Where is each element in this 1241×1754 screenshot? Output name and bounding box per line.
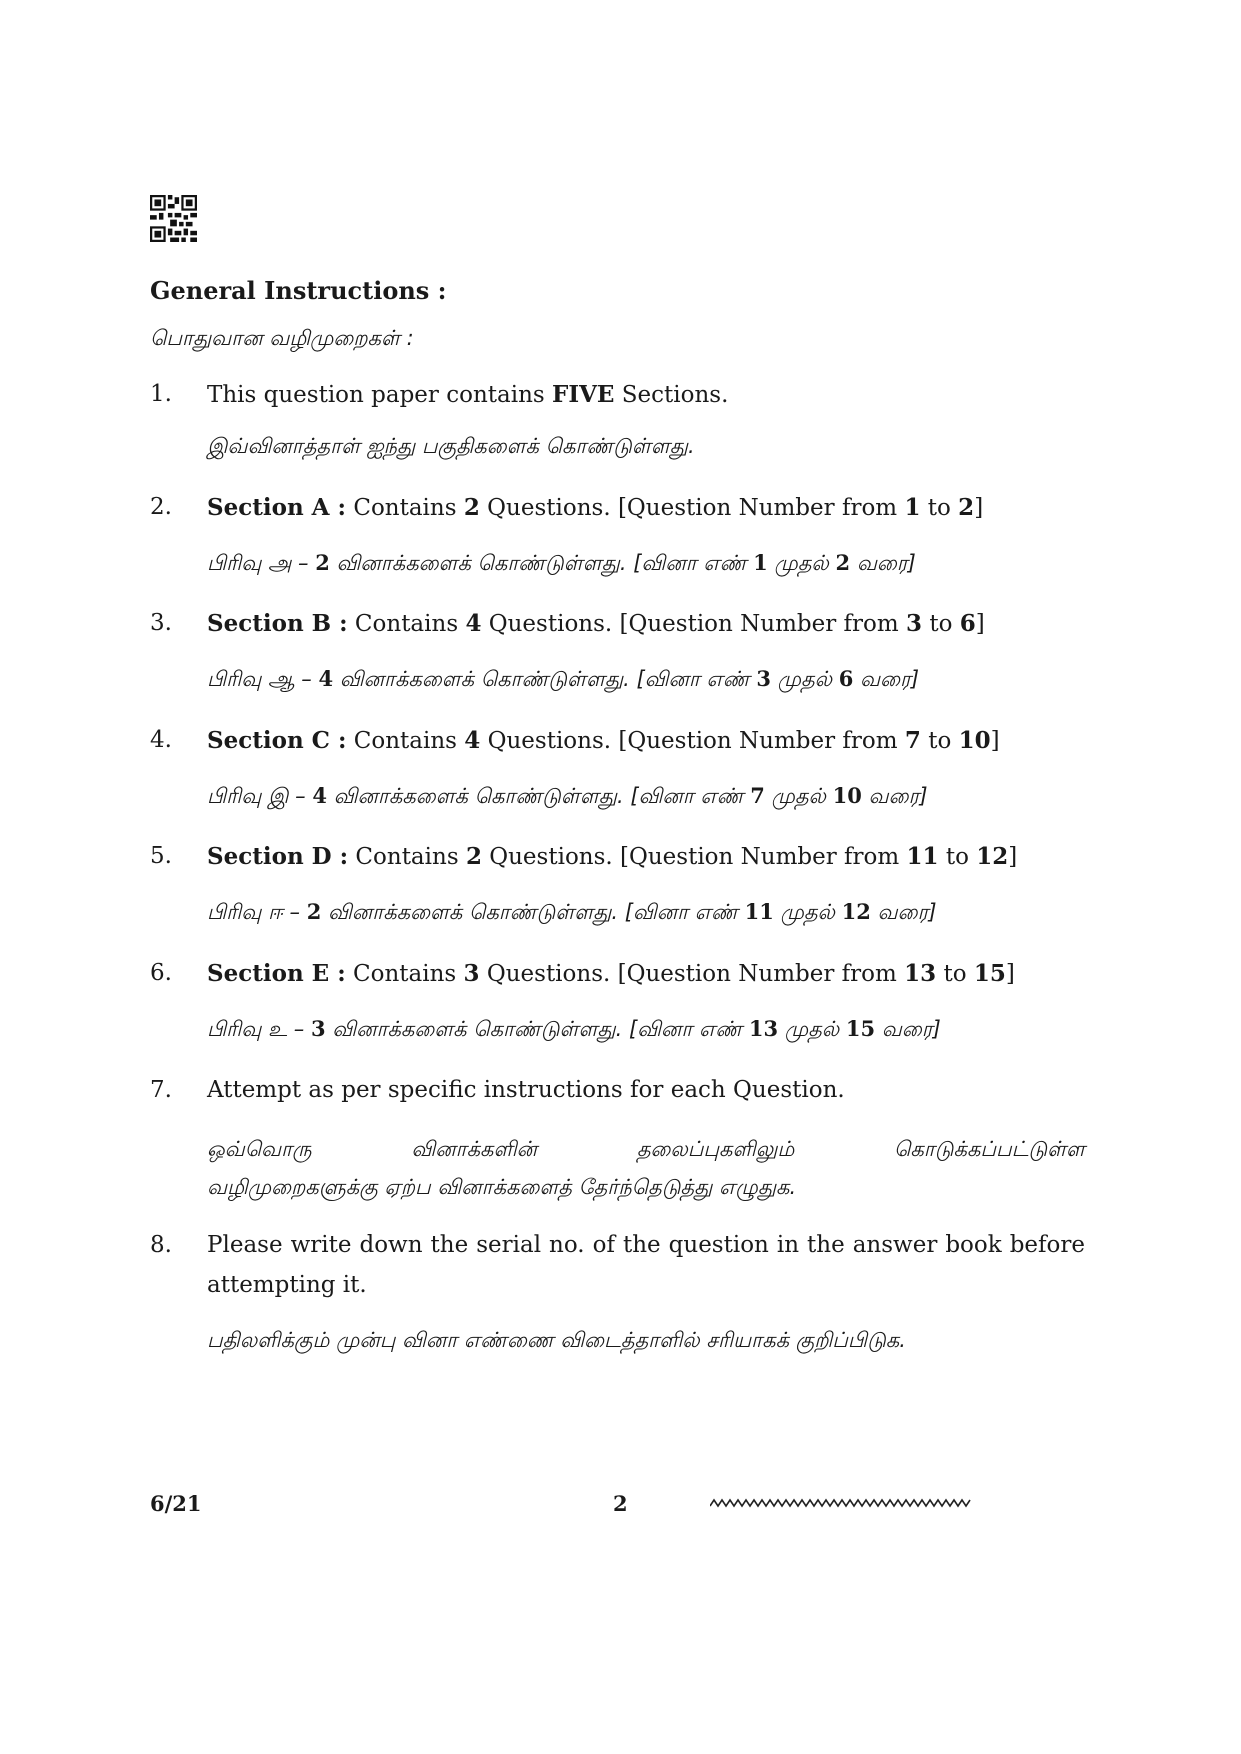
item-number: 3.: [150, 610, 172, 636]
item-number: 1.: [150, 381, 172, 407]
instruction-text: Section A : Contains 2 Questions. [Question Number from 1 to 2]: [207, 494, 984, 521]
instruction-text: Section C : Contains 4 Questions. [Question Number from 7 to 10]: [207, 727, 1000, 754]
instruction-text-tamil: பிரிவு இ – 4 வினாக்களைக் கொண்டுள்ளது. [வினா எண் 7 முதல் 10 வரை]: [207, 783, 928, 808]
instruction-text-tamil: பிரிவு உ – 3 வினாக்களைக் கொண்டுள்ளது. [வினா எண் 13 முதல் 15 வரை]: [207, 1016, 941, 1041]
item-number: 4.: [150, 727, 172, 753]
item-number: 7.: [150, 1077, 172, 1103]
instruction-text: Attempt as per specific instructions for each Question.: [207, 1077, 845, 1103]
page-number: 2: [613, 1491, 628, 1516]
instruction-text: Section B : Contains 4 Questions. [Question Number from 3 to 6]: [207, 610, 985, 637]
instruction-text: Section D : Contains 2 Questions. [Question Number from 11 to 12]: [207, 843, 1018, 870]
qr-code-icon: [150, 195, 197, 242]
instructions-heading: General Instructions :: [150, 276, 447, 305]
instruction-text: Please write down the serial no. of the question in the answer book before attempting it.: [207, 1232, 1085, 1298]
item-number: 8.: [150, 1232, 172, 1258]
item-number: 5.: [150, 843, 172, 869]
instruction-text-tamil: பதிலளிக்கும் முன்பு வினா எண்ணை விடைத்தாளில் சரியாகக் குறிப்பிடுக.: [207, 1328, 906, 1352]
instruction-text-tamil: ஒவ்வொரு வினாக்களின் தலைப்புகளிலும் கொடுக்கப்பட்டுள்ள வழிமுறைகளுக்கு ஏற்ப வினாக்களைத் தேர்ந்தெடுத்து எழுதுக.: [207, 1137, 1085, 1199]
item-number: 6.: [150, 960, 172, 986]
instructions-heading-tamil: பொதுவான வழிமுறைகள் :: [150, 326, 414, 350]
instruction-text-tamil: பிரிவு அ – 2 வினாக்களைக் கொண்டுள்ளது. [வினா எண் 1 முதல் 2 வரை]: [207, 550, 916, 575]
wavy-line-decoration: [710, 1496, 972, 1510]
item-number: 2.: [150, 494, 172, 520]
instruction-text: Section E : Contains 3 Questions. [Question Number from 13 to 15]: [207, 960, 1015, 987]
paper-code: 6/21: [150, 1491, 202, 1516]
instruction-text-tamil: பிரிவு ஈ – 2 வினாக்களைக் கொண்டுள்ளது. [வினா எண் 11 முதல் 12 வரை]: [207, 899, 937, 924]
instruction-text-tamil: இவ்வினாத்தாள் ஐந்து பகுதிகளைக் கொண்டுள்ளது.: [207, 434, 695, 458]
instruction-text-tamil: பிரிவு ஆ – 4 வினாக்களைக் கொண்டுள்ளது. [வினா எண் 3 முதல் 6 வரை]: [207, 666, 920, 691]
instruction-text: This question paper contains FIVE Sections.: [207, 381, 729, 408]
